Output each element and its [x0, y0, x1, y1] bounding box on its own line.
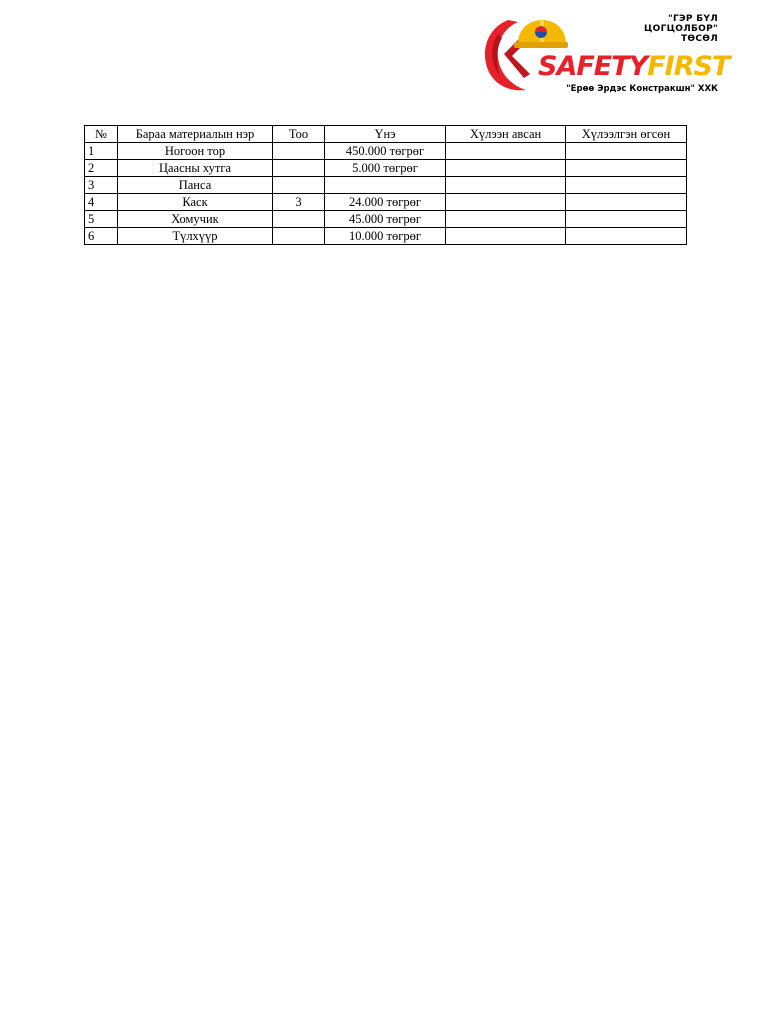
- cell-handed-over-by: [566, 228, 687, 245]
- cell-received-by: [446, 143, 566, 160]
- brand-wordmark: [538, 52, 729, 82]
- cell-material-name: Цаасны хутга: [118, 160, 273, 177]
- cell-material-name: Түлхүүр: [118, 228, 273, 245]
- cell-quantity: [273, 228, 325, 245]
- table-row: [85, 228, 687, 245]
- cell-handed-over-by: [566, 143, 687, 160]
- cell-quantity: [273, 160, 325, 177]
- cell-quantity: 3: [273, 194, 325, 211]
- cell-handed-over-by: [566, 160, 687, 177]
- company-name: "Ерөө Эрдэс Констракшн" ХХК: [566, 84, 718, 94]
- materials-table: [84, 125, 687, 245]
- project-title-line-1: "ГЭР БҮЛ ЦОГЦОЛБОР": [643, 14, 718, 34]
- cell-received-by: [446, 194, 566, 211]
- cell-number: 3: [85, 177, 118, 194]
- header-material-name: Бараа материалын нэр: [118, 126, 273, 143]
- cell-quantity: [273, 143, 325, 160]
- cell-number: 1: [85, 143, 118, 160]
- cell-quantity: [273, 211, 325, 228]
- cell-received-by: [446, 211, 566, 228]
- cell-price: 24.000 төгрөг: [325, 194, 446, 211]
- brand-first-text: FIRST: [647, 51, 730, 82]
- cell-handed-over-by: [566, 211, 687, 228]
- project-title: [596, 14, 718, 44]
- table-row: [85, 194, 687, 211]
- cell-price: 10.000 төгрөг: [325, 228, 446, 245]
- header-received-by: Хүлээн авсан: [446, 126, 566, 143]
- cell-material-name: Хомучик: [118, 211, 273, 228]
- cell-received-by: [446, 160, 566, 177]
- cell-handed-over-by: [566, 194, 687, 211]
- cell-price: 45.000 төгрөг: [325, 211, 446, 228]
- header-handed-over-by: Хүлээлгэн өгсөн: [566, 126, 687, 143]
- brand-safety-text: SAFETY: [538, 51, 648, 82]
- project-title-line-2: ТӨСӨЛ: [680, 34, 718, 44]
- cell-received-by: [446, 228, 566, 245]
- cell-price: 5.000 төгрөг: [325, 160, 446, 177]
- cell-number: 6: [85, 228, 118, 245]
- header-number: №: [85, 126, 118, 143]
- cell-handed-over-by: [566, 177, 687, 194]
- table-row: [85, 160, 687, 177]
- cell-material-name: Каск: [118, 194, 273, 211]
- table-row: [85, 143, 687, 160]
- document-header: [478, 10, 730, 100]
- table-row: [85, 211, 687, 228]
- table-header-row: [85, 126, 687, 143]
- cell-number: 2: [85, 160, 118, 177]
- cell-material-name: Ногоон тор: [118, 143, 273, 160]
- header-price: Үнэ: [325, 126, 446, 143]
- cell-number: 4: [85, 194, 118, 211]
- cell-price: [325, 177, 446, 194]
- cell-price: 450.000 төгрөг: [325, 143, 446, 160]
- cell-number: 5: [85, 211, 118, 228]
- header-quantity: Тоо: [273, 126, 325, 143]
- cell-received-by: [446, 177, 566, 194]
- cell-material-name: Панса: [118, 177, 273, 194]
- table-row: [85, 177, 687, 194]
- cell-quantity: [273, 177, 325, 194]
